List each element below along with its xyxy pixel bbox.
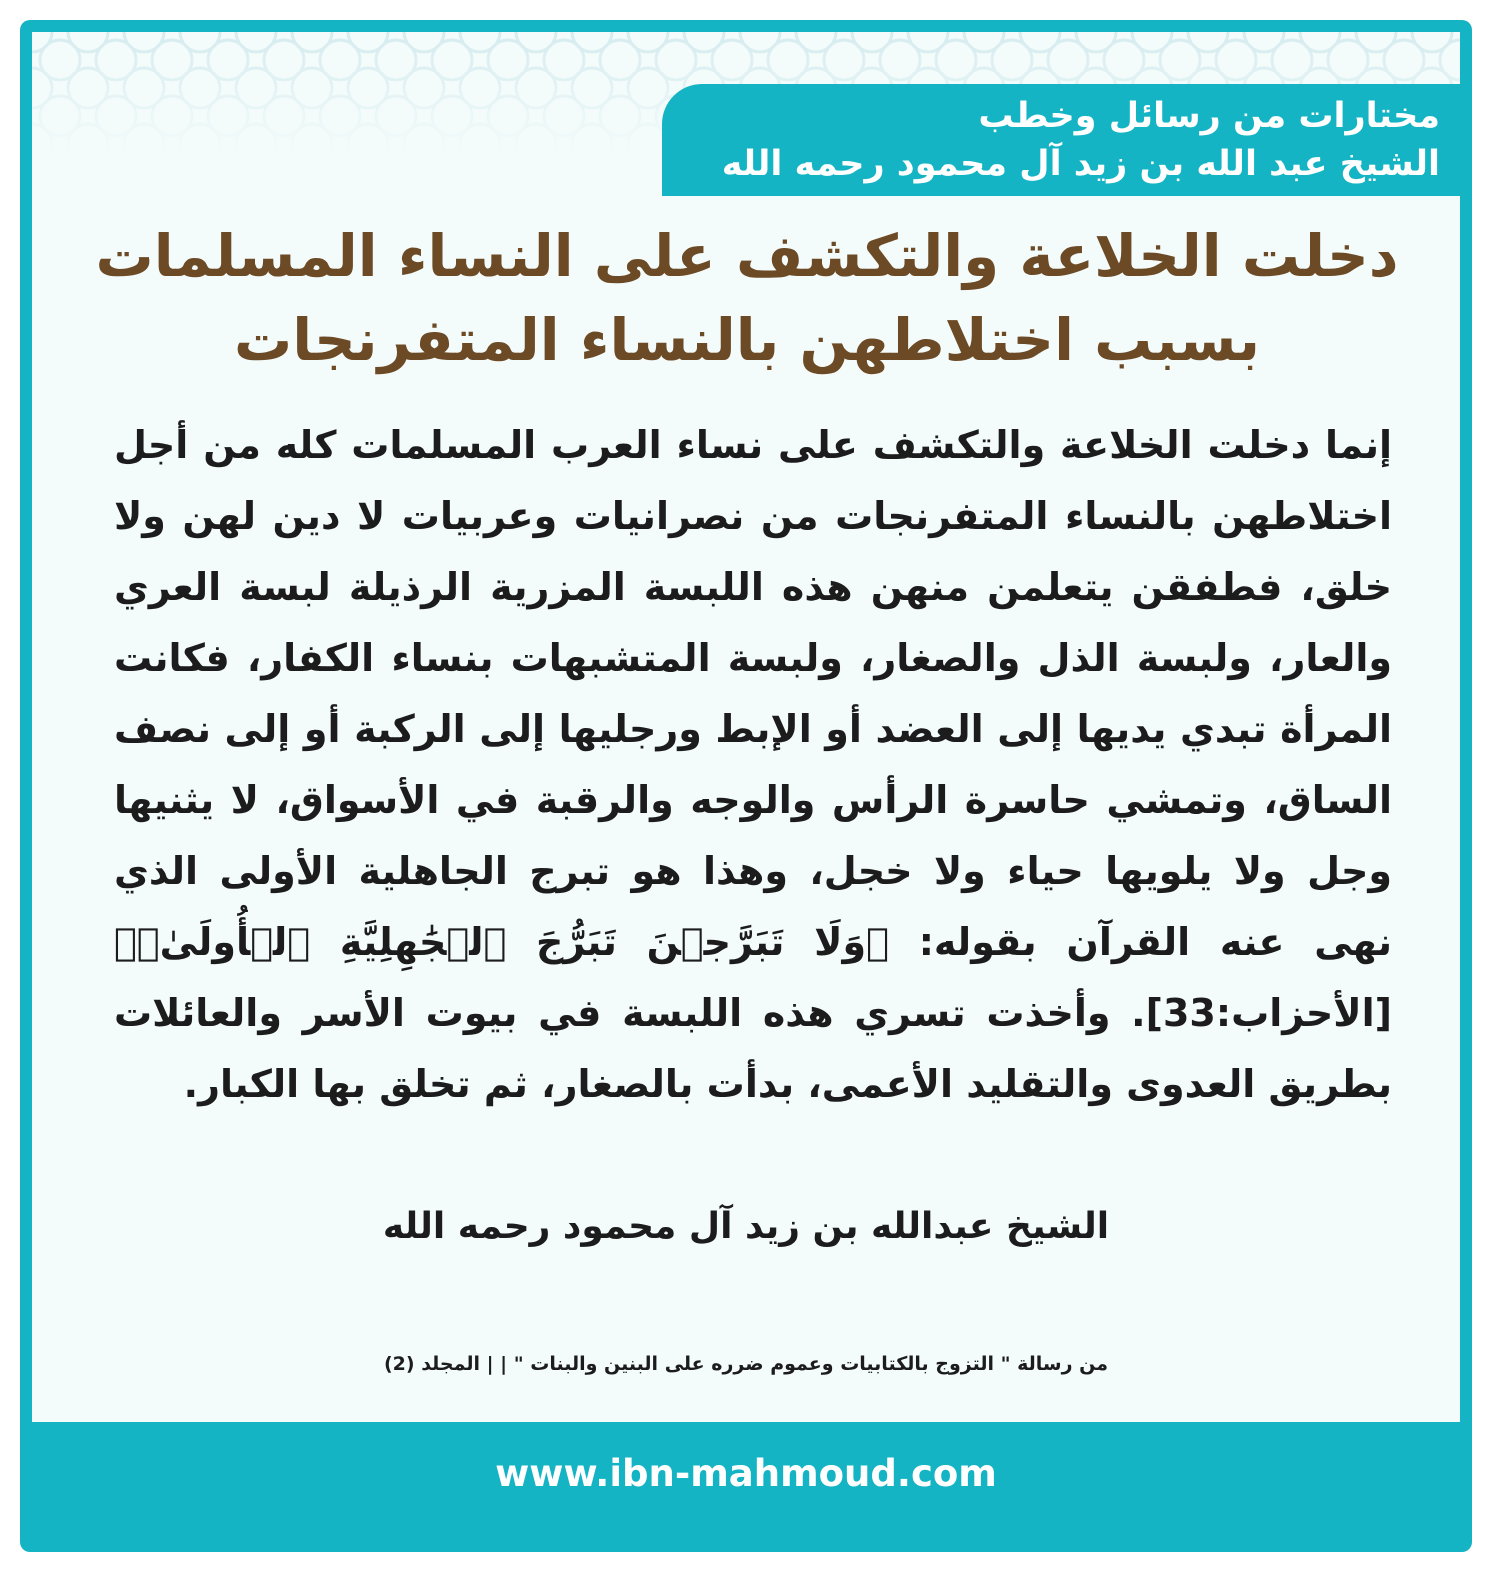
series-heading-line-1: مختارات من رسائل وخطب (978, 96, 1440, 136)
content-card (32, 32, 1460, 1422)
article-title-line-2: بسبب اختلاطهن بالنساء المتفرنجات (233, 306, 1261, 374)
body-text-after-verse: وأخذت تسري هذه اللبسة في بيوت الأسر والعائلات بطريق العدوى والتقليد الأعمى، بدأت بالصغار، ثم تخلق بها الكبار. (114, 991, 1392, 1106)
series-heading (680, 92, 1440, 188)
website-url: www.ibn-mahmoud.com (495, 1452, 997, 1495)
article-title (92, 214, 1402, 382)
series-heading-line-2: الشيخ عبد الله بن زيد آل محمود رحمه الله (721, 144, 1440, 184)
verse-reference: [الأحزاب:33]. (1131, 991, 1392, 1035)
quran-verse: ﴿وَلَا تَبَرَّجۡنَ تَبَرُّجَ ٱلۡجَٰهِلِيَّةِ ٱلۡأُولَىٰۖ﴾ (114, 920, 889, 964)
body-text-before-verse: إنما دخلت الخلاعة والتكشف على نساء العرب المسلمات كله من أجل اختلاطهن بالنساء المتفرنجات من نصرانيات وعربيات لا دين لهن ولا خلق، فطفقن يتعلمن منهن هذه اللبسة المزرية الرذيلة لبسة العري والعار، ولبسة الذل والصغار، ولبسة المتشبهات بنساء الكفار، فكانت المرأة تبدي يديها إلى العضد أو الإبط ورجليها إلى الركبة أو إلى نصف الساق، وتمشي حاسرة الرأس والوجه والرقبة في الأسواق، لا يثنيها وجل ولا يلويها حياء ولا خجل، وهذا هو تبرج الجاهلية الأولى الذي نهى عنه القرآن بقوله: (114, 423, 1392, 964)
article-title-line-1: دخلت الخلاعة والتكشف على النساء المسلمات (95, 222, 1399, 290)
author-signature: الشيخ عبدالله بن زيد آل محمود رحمه الله (382, 1206, 1110, 1247)
source-citation: من رسالة " التزوج بالكتابيات وعموم ضرره على البنين والبنات " | | المجلد (2) (383, 1353, 1109, 1375)
header-band (662, 84, 1460, 196)
article-body (114, 410, 1392, 1120)
